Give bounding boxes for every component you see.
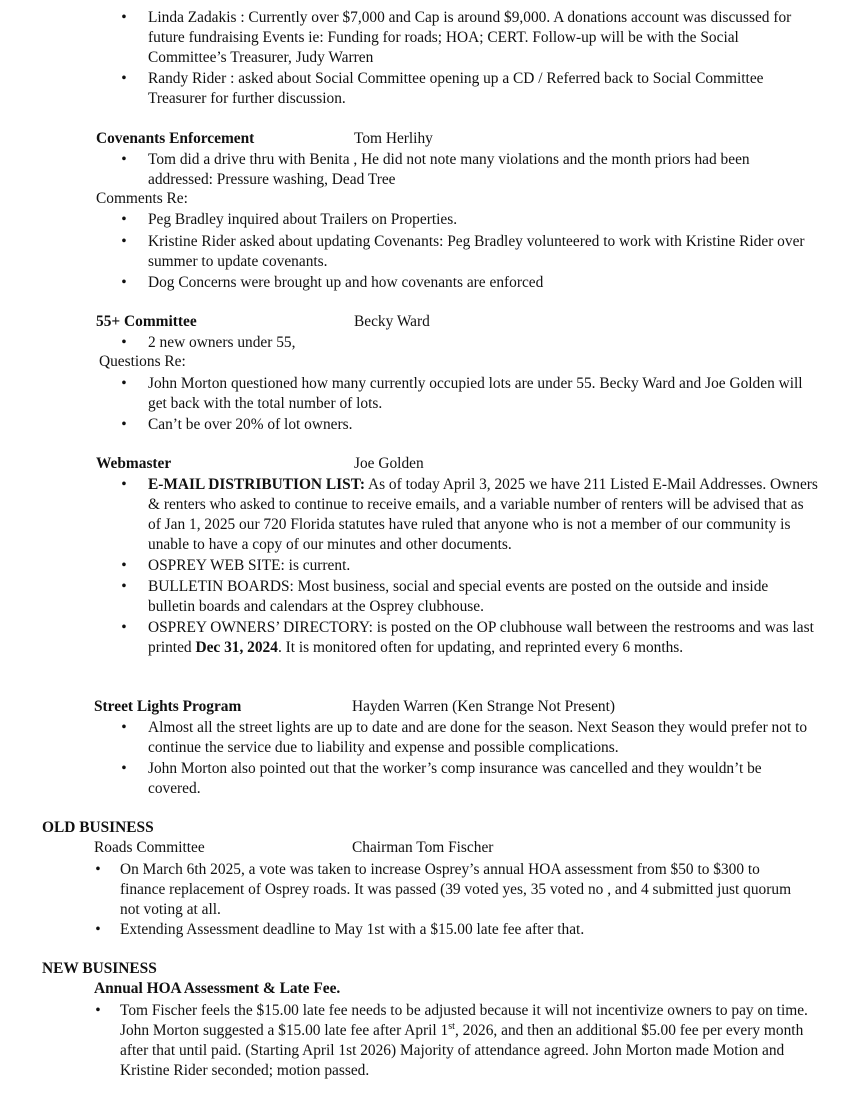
covenants-item: Tom did a drive thru with Benita , He did not note many violations and the month priors had been addressed: Pressure washing, Dead Tree xyxy=(148,151,750,188)
bullet-icon: • xyxy=(121,619,127,636)
new-business-text-post: , 2026, and then an additional $5.00 fee per every month after that until paid. (Starting April 1st 2026) Majority of attendance agreed. John Morton made Motion and Kristine Rider seconded; motion passed. xyxy=(120,1022,804,1079)
old-business-heading: OLD BUSINESS xyxy=(42,819,154,836)
streetlights-heading: Street Lights Program xyxy=(94,698,242,715)
bullet-icon: • xyxy=(121,476,127,493)
bullet-icon: • xyxy=(95,1002,101,1019)
new-business-subtitle: Annual HOA Assessment & Late Fee. xyxy=(94,980,341,997)
old-business-item-1: On March 6th 2025, a vote was taken to increase Osprey’s annual HOA assessment from $50 to $300 to finance replacement of Osprey roads. It was passed (39 voted yes, 35 voted no , and 4 submitted just quorum not voting at all. xyxy=(120,861,792,918)
webmaster-email-item xyxy=(148,475,820,555)
webmaster-website-item: OSPREY WEB SITE: is current. xyxy=(148,557,351,574)
directory-date: Dec 31, 2024 xyxy=(195,639,278,656)
social-item-1: Linda Zadakis : Currently over $7,000 and Cap is around $9,000. A donations account was discussed for future fundraising Events ie: Funding for roads; HOA; CERT. Follow-up will be with the Social Committee’s Treasurer, Judy Warren xyxy=(148,9,792,66)
bullet-icon: • xyxy=(121,719,127,736)
bullet-icon: • xyxy=(121,211,127,228)
committee55-item: 2 new owners under 55, xyxy=(148,334,296,351)
bullet-icon: • xyxy=(121,416,127,433)
streetlights-person: Hayden Warren (Ken Strange Not Present) xyxy=(352,698,616,715)
bullet-icon: • xyxy=(121,334,127,351)
new-business-item xyxy=(120,1001,810,1081)
ordinal-suffix: st xyxy=(448,1020,455,1032)
bullet-icon: • xyxy=(121,760,127,777)
directory-text-post: . It is monitored often for updating, and reprinted every 6 months. xyxy=(277,639,684,656)
committee55-person: Becky Ward xyxy=(354,313,430,330)
bullet-icon: • xyxy=(121,557,127,574)
committee55-question-1: John Morton questioned how many currently occupied lots are under 55. Becky Ward and Joe Golden will get back with the total number of lots. xyxy=(148,375,803,412)
bullet-icon: • xyxy=(121,274,127,291)
bullet-icon: • xyxy=(121,578,127,595)
bullet-icon: • xyxy=(121,151,127,168)
covenants-comments-label: Comments Re: xyxy=(96,190,188,207)
directory-text-pre: OSPREY OWNERS’ DIRECTORY: is posted on the OP clubhouse wall between the restrooms and was last printed xyxy=(148,619,814,656)
covenants-comment-2: Kristine Rider asked about updating Covenants: Peg Bradley volunteered to work with Kristine Rider over summer to update covenants. xyxy=(148,233,805,270)
email-list-label: E-MAIL DISTRIBUTION LIST: xyxy=(148,476,365,493)
social-item-2: Randy Rider : asked about Social Committee opening up a CD / Referred back to Social Committee Treasurer for further discussion. xyxy=(148,70,764,107)
webmaster-person: Joe Golden xyxy=(354,455,424,472)
roads-committee-label: Roads Committee xyxy=(94,839,205,856)
covenants-comment-1: Peg Bradley inquired about Trailers on Properties. xyxy=(148,211,458,228)
roads-committee-person: Chairman Tom Fischer xyxy=(352,839,494,856)
covenants-person: Tom Herlihy xyxy=(354,130,433,147)
old-business-item-2: Extending Assessment deadline to May 1st with a $15.00 late fee after that. xyxy=(120,921,585,938)
webmaster-directory-item xyxy=(148,618,820,658)
bullet-icon: • xyxy=(121,375,127,392)
covenants-heading: Covenants Enforcement xyxy=(96,130,255,147)
new-business-text-pre: Tom Fischer feels the $15.00 late fee needs to be adjusted because it will not incentivize owners to pay on time. John Morton suggested a $15.00 late fee after April 1 xyxy=(120,1002,808,1039)
new-business-heading: NEW BUSINESS xyxy=(42,960,157,977)
committee55-heading: 55+ Committee xyxy=(96,313,197,330)
webmaster-heading: Webmaster xyxy=(96,455,172,472)
streetlights-item-1: Almost all the street lights are up to date and are done for the season. Next Season they would prefer not to continue the service due to liability and expense and possible complications. xyxy=(148,719,808,756)
committee55-questions-label: Questions Re: xyxy=(99,353,186,370)
bullet-icon: • xyxy=(95,861,101,878)
email-list-text: As of today April 3, 2025 we have 211 Listed E-Mail Addresses. Owners & renters who asked to continue to receive emails, and a variable number of renters will be advised that as of Jan 1, 2025 our 720 Florida statutes have ruled that anyone who is not a member of our community is unable to have a copy of our minutes and other documents. xyxy=(148,476,818,553)
webmaster-bulletin-item: BULLETIN BOARDS: Most business, social and special events are posted on the outside and inside bulletin boards and calendars at the Osprey clubhouse. xyxy=(148,578,769,615)
bullet-icon: • xyxy=(121,233,127,250)
bullet-icon: • xyxy=(121,9,127,26)
bullet-icon: • xyxy=(95,921,101,938)
bullet-icon: • xyxy=(121,70,127,87)
streetlights-item-2: John Morton also pointed out that the worker’s comp insurance was cancelled and they wouldn’t be covered. xyxy=(148,760,762,797)
committee55-question-2: Can’t be over 20% of lot owners. xyxy=(148,416,353,433)
covenants-comment-3: Dog Concerns were brought up and how covenants are enforced xyxy=(148,274,544,291)
